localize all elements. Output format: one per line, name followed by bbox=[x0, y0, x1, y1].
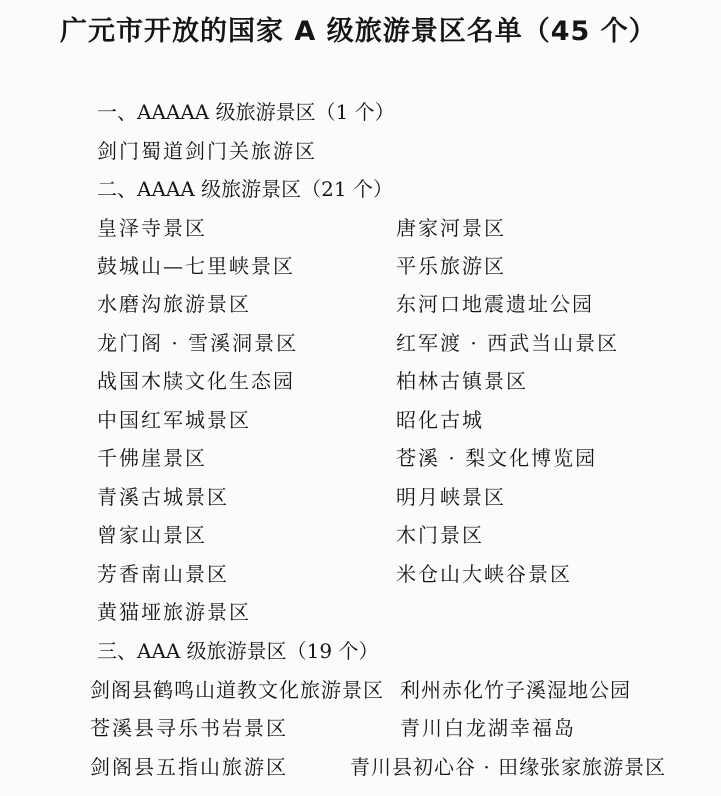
list-item: 皇泽寺景区 bbox=[97, 216, 207, 240]
list-item: 米仓山大峡谷景区 bbox=[396, 562, 572, 586]
list-item: 曾家山景区 bbox=[97, 523, 207, 547]
list-item: 鼓城山—七里峡景区 bbox=[97, 254, 295, 278]
section-heading-4a: 二、AAAA 级旅游景区（21 个） bbox=[97, 177, 393, 201]
list-item: 黄猫垭旅游景区 bbox=[97, 600, 251, 624]
list-item: 千佛崖景区 bbox=[97, 446, 207, 470]
list-item: 柏林古镇景区 bbox=[396, 369, 528, 393]
list-item: 战国木牍文化生态园 bbox=[97, 369, 295, 393]
list-item: 平乐旅游区 bbox=[396, 254, 506, 278]
document-title: 广元市开放的国家 A 级旅游景区名单（45 个） bbox=[60, 16, 657, 47]
list-item: 唐家河景区 bbox=[396, 216, 506, 240]
list-item: 剑阁县鹤鸣山道教文化旅游景区 bbox=[90, 678, 384, 702]
list-item: 木门景区 bbox=[396, 523, 484, 547]
list-item: 青溪古城景区 bbox=[97, 485, 229, 509]
list-item: 芳香南山景区 bbox=[97, 562, 229, 586]
list-item: 昭化古城 bbox=[396, 408, 484, 432]
list-item: 青川县初心谷 · 田缘张家旅游景区 bbox=[350, 755, 667, 779]
list-item: 剑阁县五指山旅游区 bbox=[90, 755, 288, 779]
section-heading-5a: 一、AAAAA 级旅游景区（1 个） bbox=[97, 100, 395, 124]
section-heading-3a: 三、AAA 级旅游景区（19 个） bbox=[97, 639, 379, 663]
list-item: 苍溪县寻乐书岩景区 bbox=[90, 716, 288, 740]
list-item: 水磨沟旅游景区 bbox=[97, 292, 251, 316]
list-item: 东河口地震遗址公园 bbox=[396, 292, 594, 316]
list-item: 利州赤化竹子溪湿地公园 bbox=[400, 678, 631, 702]
list-item: 龙门阁 · 雪溪洞景区 bbox=[97, 331, 299, 355]
list-item: 红军渡 · 西武当山景区 bbox=[396, 331, 620, 355]
list-item: 明月峡景区 bbox=[396, 485, 506, 509]
list-item: 苍溪 · 梨文化博览园 bbox=[396, 446, 598, 470]
list-item: 中国红军城景区 bbox=[97, 408, 251, 432]
list-item: 剑门蜀道剑门关旅游区 bbox=[97, 139, 317, 163]
list-item: 青川白龙湖幸福岛 bbox=[400, 716, 576, 740]
